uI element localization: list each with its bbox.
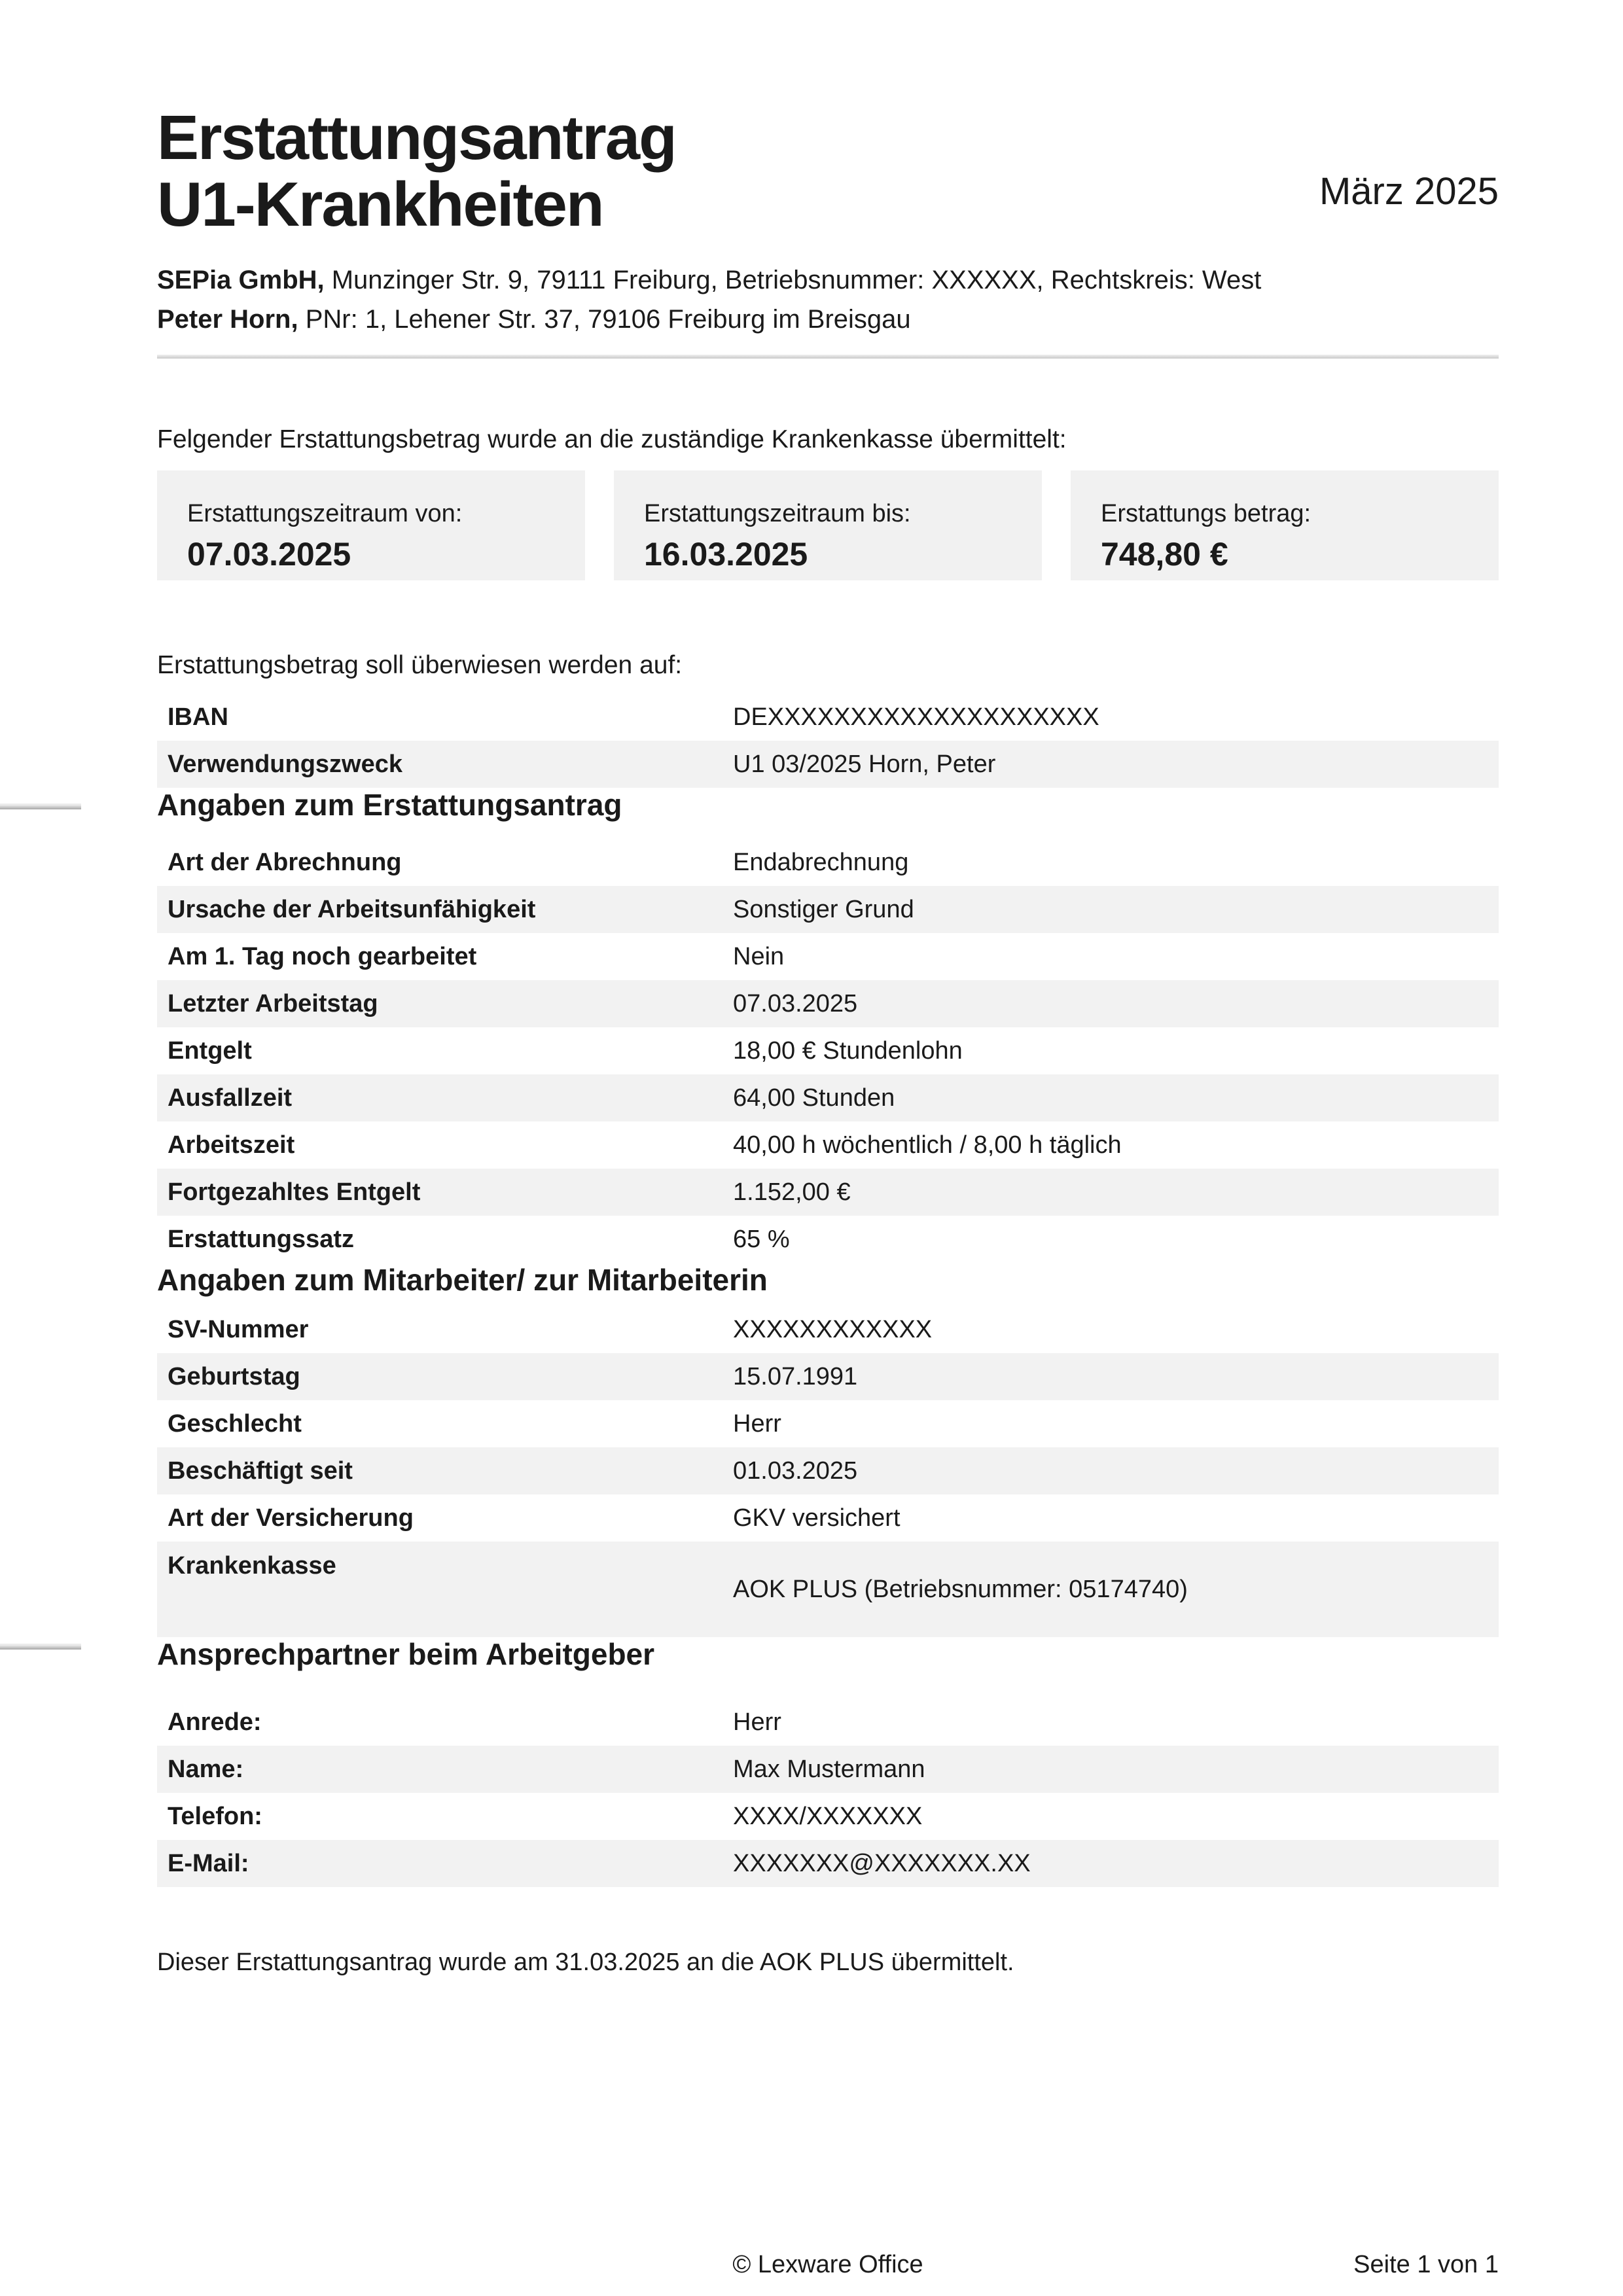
table-row xyxy=(157,1447,1499,1494)
row-label: SV-Nummer xyxy=(168,1316,309,1343)
row-value: 65 % xyxy=(733,1226,790,1253)
row-label: Am 1. Tag noch gearbeitet xyxy=(168,943,477,970)
copyright-label: © Lexware Office xyxy=(732,2251,923,2278)
row-label: E-Mail: xyxy=(168,1850,249,1877)
employer-address-rest: Munzinger Str. 9, 79111 Freiburg, Betriebsnummer: XXXXXX, Rechtskreis: West xyxy=(324,266,1262,294)
page-title-line2: U1-Krankheiten xyxy=(157,169,603,239)
row-value: Max Mustermann xyxy=(733,1756,925,1783)
address-block xyxy=(157,260,1499,339)
row-label: Verwendungszweck xyxy=(168,751,403,778)
table-row xyxy=(157,1216,1499,1263)
summary-box-value: 16.03.2025 xyxy=(644,536,808,573)
row-label: Art der Versicherung xyxy=(168,1504,414,1532)
row-label: Arbeitszeit xyxy=(168,1131,295,1159)
row-value: XXXXXXXXXXXX xyxy=(733,1316,933,1343)
summary-box-value: 07.03.2025 xyxy=(187,536,351,573)
row-label: Telefon: xyxy=(168,1803,262,1830)
row-value: 40,00 h wöchentlich / 8,00 h täglich xyxy=(733,1131,1122,1159)
table-row xyxy=(157,1400,1499,1447)
table-row xyxy=(157,1122,1499,1169)
table-row xyxy=(157,1074,1499,1122)
row-label: Art der Abrechnung xyxy=(168,849,402,876)
header-divider xyxy=(157,355,1499,359)
intro-text: Felgender Erstattungsbetrag wurde an die zuständige Krankenkasse übermittelt: xyxy=(157,425,1067,453)
table-row xyxy=(157,1353,1499,1400)
row-value: Nein xyxy=(733,943,785,970)
page-title xyxy=(157,105,676,238)
row-label: Letzter Arbeitstag xyxy=(168,990,378,1017)
mitarbeiter-table xyxy=(157,1306,1499,1637)
page-number: Seite 1 von 1 xyxy=(1353,2251,1499,2278)
employee-address-line xyxy=(157,300,1499,339)
row-label: Geburtstag xyxy=(168,1363,300,1390)
employee-address-rest: PNr: 1, Lehener Str. 37, 79106 Freiburg im Breisgau xyxy=(298,305,911,334)
transfer-table xyxy=(157,694,1499,788)
table-row xyxy=(157,1542,1499,1637)
row-label: Fortgezahltes Entgelt xyxy=(168,1178,421,1206)
row-value: DEXXXXXXXXXXXXXXXXXXXX xyxy=(733,703,1099,731)
table-row xyxy=(157,886,1499,933)
table-row xyxy=(157,1169,1499,1216)
erstattungsantrag-table xyxy=(157,839,1499,1263)
summary-box-label: Erstattungszeitraum bis: xyxy=(644,500,911,527)
fold-mark-bottom xyxy=(0,1644,81,1650)
row-label: Erstattungssatz xyxy=(168,1226,355,1253)
table-row xyxy=(157,839,1499,886)
summary-box-label: Erstattungs betrag: xyxy=(1101,500,1311,527)
table-row xyxy=(157,1699,1499,1746)
table-row xyxy=(157,980,1499,1027)
period-label: März 2025 xyxy=(1319,170,1499,213)
row-value: 15.07.1991 xyxy=(733,1363,858,1390)
row-value: AOK PLUS (Betriebsnummer: 05174740) xyxy=(733,1576,1188,1603)
summary-boxes xyxy=(157,470,1499,580)
row-value: XXXXXXX@XXXXXXX.XX xyxy=(733,1850,1031,1877)
table-row xyxy=(157,694,1499,741)
row-value: Sonstiger Grund xyxy=(733,896,914,923)
table-row xyxy=(157,741,1499,788)
employee-name: Peter Horn, xyxy=(157,305,298,334)
page-title-line1: Erstattungsantrag xyxy=(157,103,676,173)
summary-box xyxy=(157,470,585,580)
document-header xyxy=(157,0,1499,238)
row-label: IBAN xyxy=(168,703,228,731)
table-row xyxy=(157,1840,1499,1887)
row-value: 64,00 Stunden xyxy=(733,1084,895,1112)
fold-mark-top xyxy=(0,804,81,809)
row-value: 1.152,00 € xyxy=(733,1178,851,1206)
row-label: Geschlecht xyxy=(168,1410,302,1438)
employer-name: SEPia GmbH, xyxy=(157,266,325,294)
row-value: 07.03.2025 xyxy=(733,990,858,1017)
row-value: U1 03/2025 Horn, Peter xyxy=(733,751,996,778)
row-label: Anrede: xyxy=(168,1708,262,1736)
row-value: Herr xyxy=(733,1410,781,1438)
page-footer xyxy=(157,2251,1499,2284)
summary-box xyxy=(614,470,1042,580)
row-label: Ursache der Arbeitsunfähigkeit xyxy=(168,896,536,923)
row-label: Name: xyxy=(168,1756,244,1783)
ansprechpartner-table xyxy=(157,1699,1499,1887)
employer-address-line xyxy=(157,260,1499,300)
row-label: Beschäftigt seit xyxy=(168,1457,353,1485)
row-value: Herr xyxy=(733,1708,781,1736)
transfer-intro-text: Erstattungsbetrag soll überwiesen werden auf: xyxy=(157,651,683,679)
summary-box-label: Erstattungszeitraum von: xyxy=(187,500,463,527)
section-title-ansprechpartner: Ansprechpartner beim Arbeitgeber xyxy=(157,1637,655,1671)
row-label: Entgelt xyxy=(168,1037,252,1065)
section-title-mitarbeiter: Angaben zum Mitarbeiter/ zur Mitarbeiterin xyxy=(157,1263,768,1297)
table-row xyxy=(157,1793,1499,1840)
row-label: Ausfallzeit xyxy=(168,1084,293,1112)
summary-box-value: 748,80 € xyxy=(1101,536,1228,573)
row-value: GKV versichert xyxy=(733,1504,901,1532)
table-row xyxy=(157,1746,1499,1793)
table-row xyxy=(157,933,1499,980)
row-label: Krankenkasse xyxy=(168,1552,336,1580)
row-value: 01.03.2025 xyxy=(733,1457,858,1485)
row-value: 18,00 € Stundenlohn xyxy=(733,1037,963,1065)
summary-box xyxy=(1071,470,1499,580)
row-value: Endabrechnung xyxy=(733,849,909,876)
transmission-note: Dieser Erstattungsantrag wurde am 31.03.2025 an die AOK PLUS übermittelt. xyxy=(157,1949,1014,1976)
row-value: XXXX/XXXXXXX xyxy=(733,1803,923,1830)
table-row xyxy=(157,1494,1499,1542)
table-row xyxy=(157,1306,1499,1353)
table-row xyxy=(157,1027,1499,1074)
section-title-erstattungsantrag: Angaben zum Erstattungsantrag xyxy=(157,788,622,822)
